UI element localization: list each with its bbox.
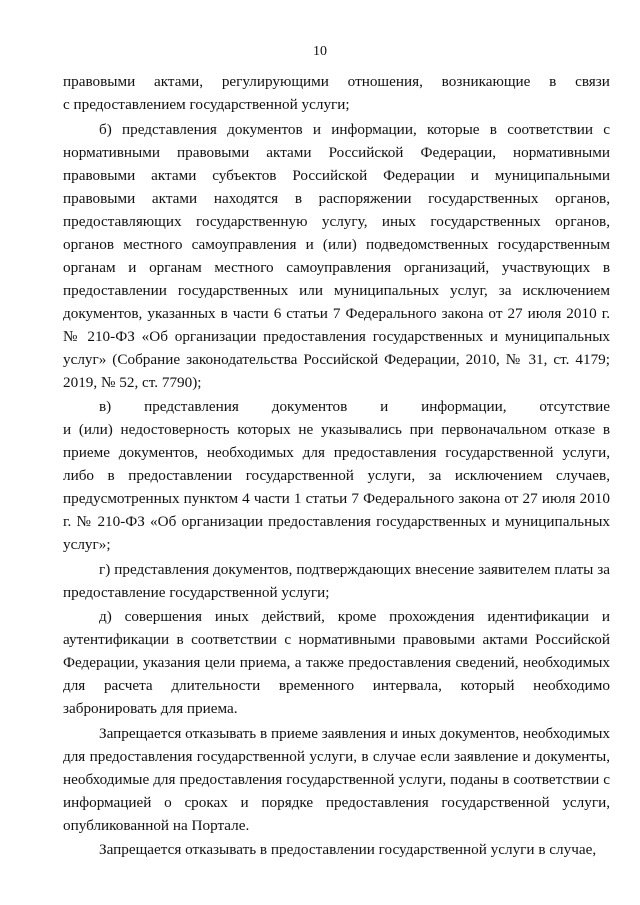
paragraph-first-line — [63, 395, 610, 418]
word: в) — [99, 398, 112, 415]
paragraph-rest: и (или) недостоверность которых не указывались при первоначальном отказе в приеме документов, необходимых для предоставления государственной услуги, либо в предоставлении государственной услуги, за исключением случаев, предусмотренных пунктом 4 части 1 статьи 7 Федерального закона от 27 июля 2010 г. № 210-ФЗ «Об организации предоставления государственных и муниципальных услуг»; — [63, 421, 610, 553]
paragraph-rest: с предоставлением государственной услуги; — [63, 96, 350, 113]
word: связи — [575, 73, 610, 90]
paragraph-item-g: г) представления документов, подтверждающих внесение заявителем платы за предоставление государственной услуги; — [63, 560, 610, 601]
word: отношения, — [347, 73, 423, 90]
word: представления — [144, 398, 239, 415]
paragraph-continuation — [63, 70, 610, 116]
word: актами, — [154, 73, 204, 90]
page-number: 10 — [313, 44, 327, 59]
word: отсутствие — [539, 398, 610, 415]
document-body — [63, 70, 610, 863]
paragraph-prohibition-1: Запрещается отказывать в приеме заявления и иных документов, необходимых для предоставления государственной услуги, в случае если заявление и документы, необходимые для предоставления государственной услуги, поданы в соответствии с информацией о сроках и порядке предоставления государственной услуги, опубликованной на Портале. — [63, 724, 610, 834]
paragraph-item-b: б) представления документов и информации, которые в соответствии с нормативными правовыми актами Российской Федерации, нормативными правовыми актами субъектов Российской Федерации и муниципальными правовыми актами находятся в распоряжении государственных органов, предоставляющих государственную услугу, иных государственных органов, органов местного самоуправления и (или) подведомственных государственным органам и органам местного самоуправления организаций, участвующих в предоставлении государственных или муниципальных услуг, за исключением документов, указанных в части 6 статьи 7 Федерального закона от 27 июля 2010 г. № 210-ФЗ «Об организации предоставления государственных и муниципальных услуг» (Собрание законодательства Российской Федерации, 2010, № 31, ст. 4179; 2019, № 52, ст. 7790); — [63, 120, 610, 391]
word: и — [380, 398, 389, 415]
paragraph-item-d: д) совершения иных действий, кроме прохождения идентификации и аутентификации в соответствии с нормативными правовыми актами Российской Федерации, указания цели приема, а также предоставления сведений, необходимых для расчета длительности временного интервала, который необходимо забронировать для приема. — [63, 608, 610, 717]
word: возникающие — [441, 73, 531, 90]
paragraph-prohibition-2: Запрещается отказывать в предоставлении государственной услуги в случае, — [99, 841, 597, 858]
word: информации, — [421, 398, 507, 415]
word: документов — [271, 398, 348, 415]
word: в — [549, 73, 557, 90]
paragraph-item-v — [63, 395, 610, 556]
word: регулирующими — [221, 73, 329, 90]
paragraph-first-line — [63, 70, 610, 93]
word: правовыми — [63, 73, 136, 90]
